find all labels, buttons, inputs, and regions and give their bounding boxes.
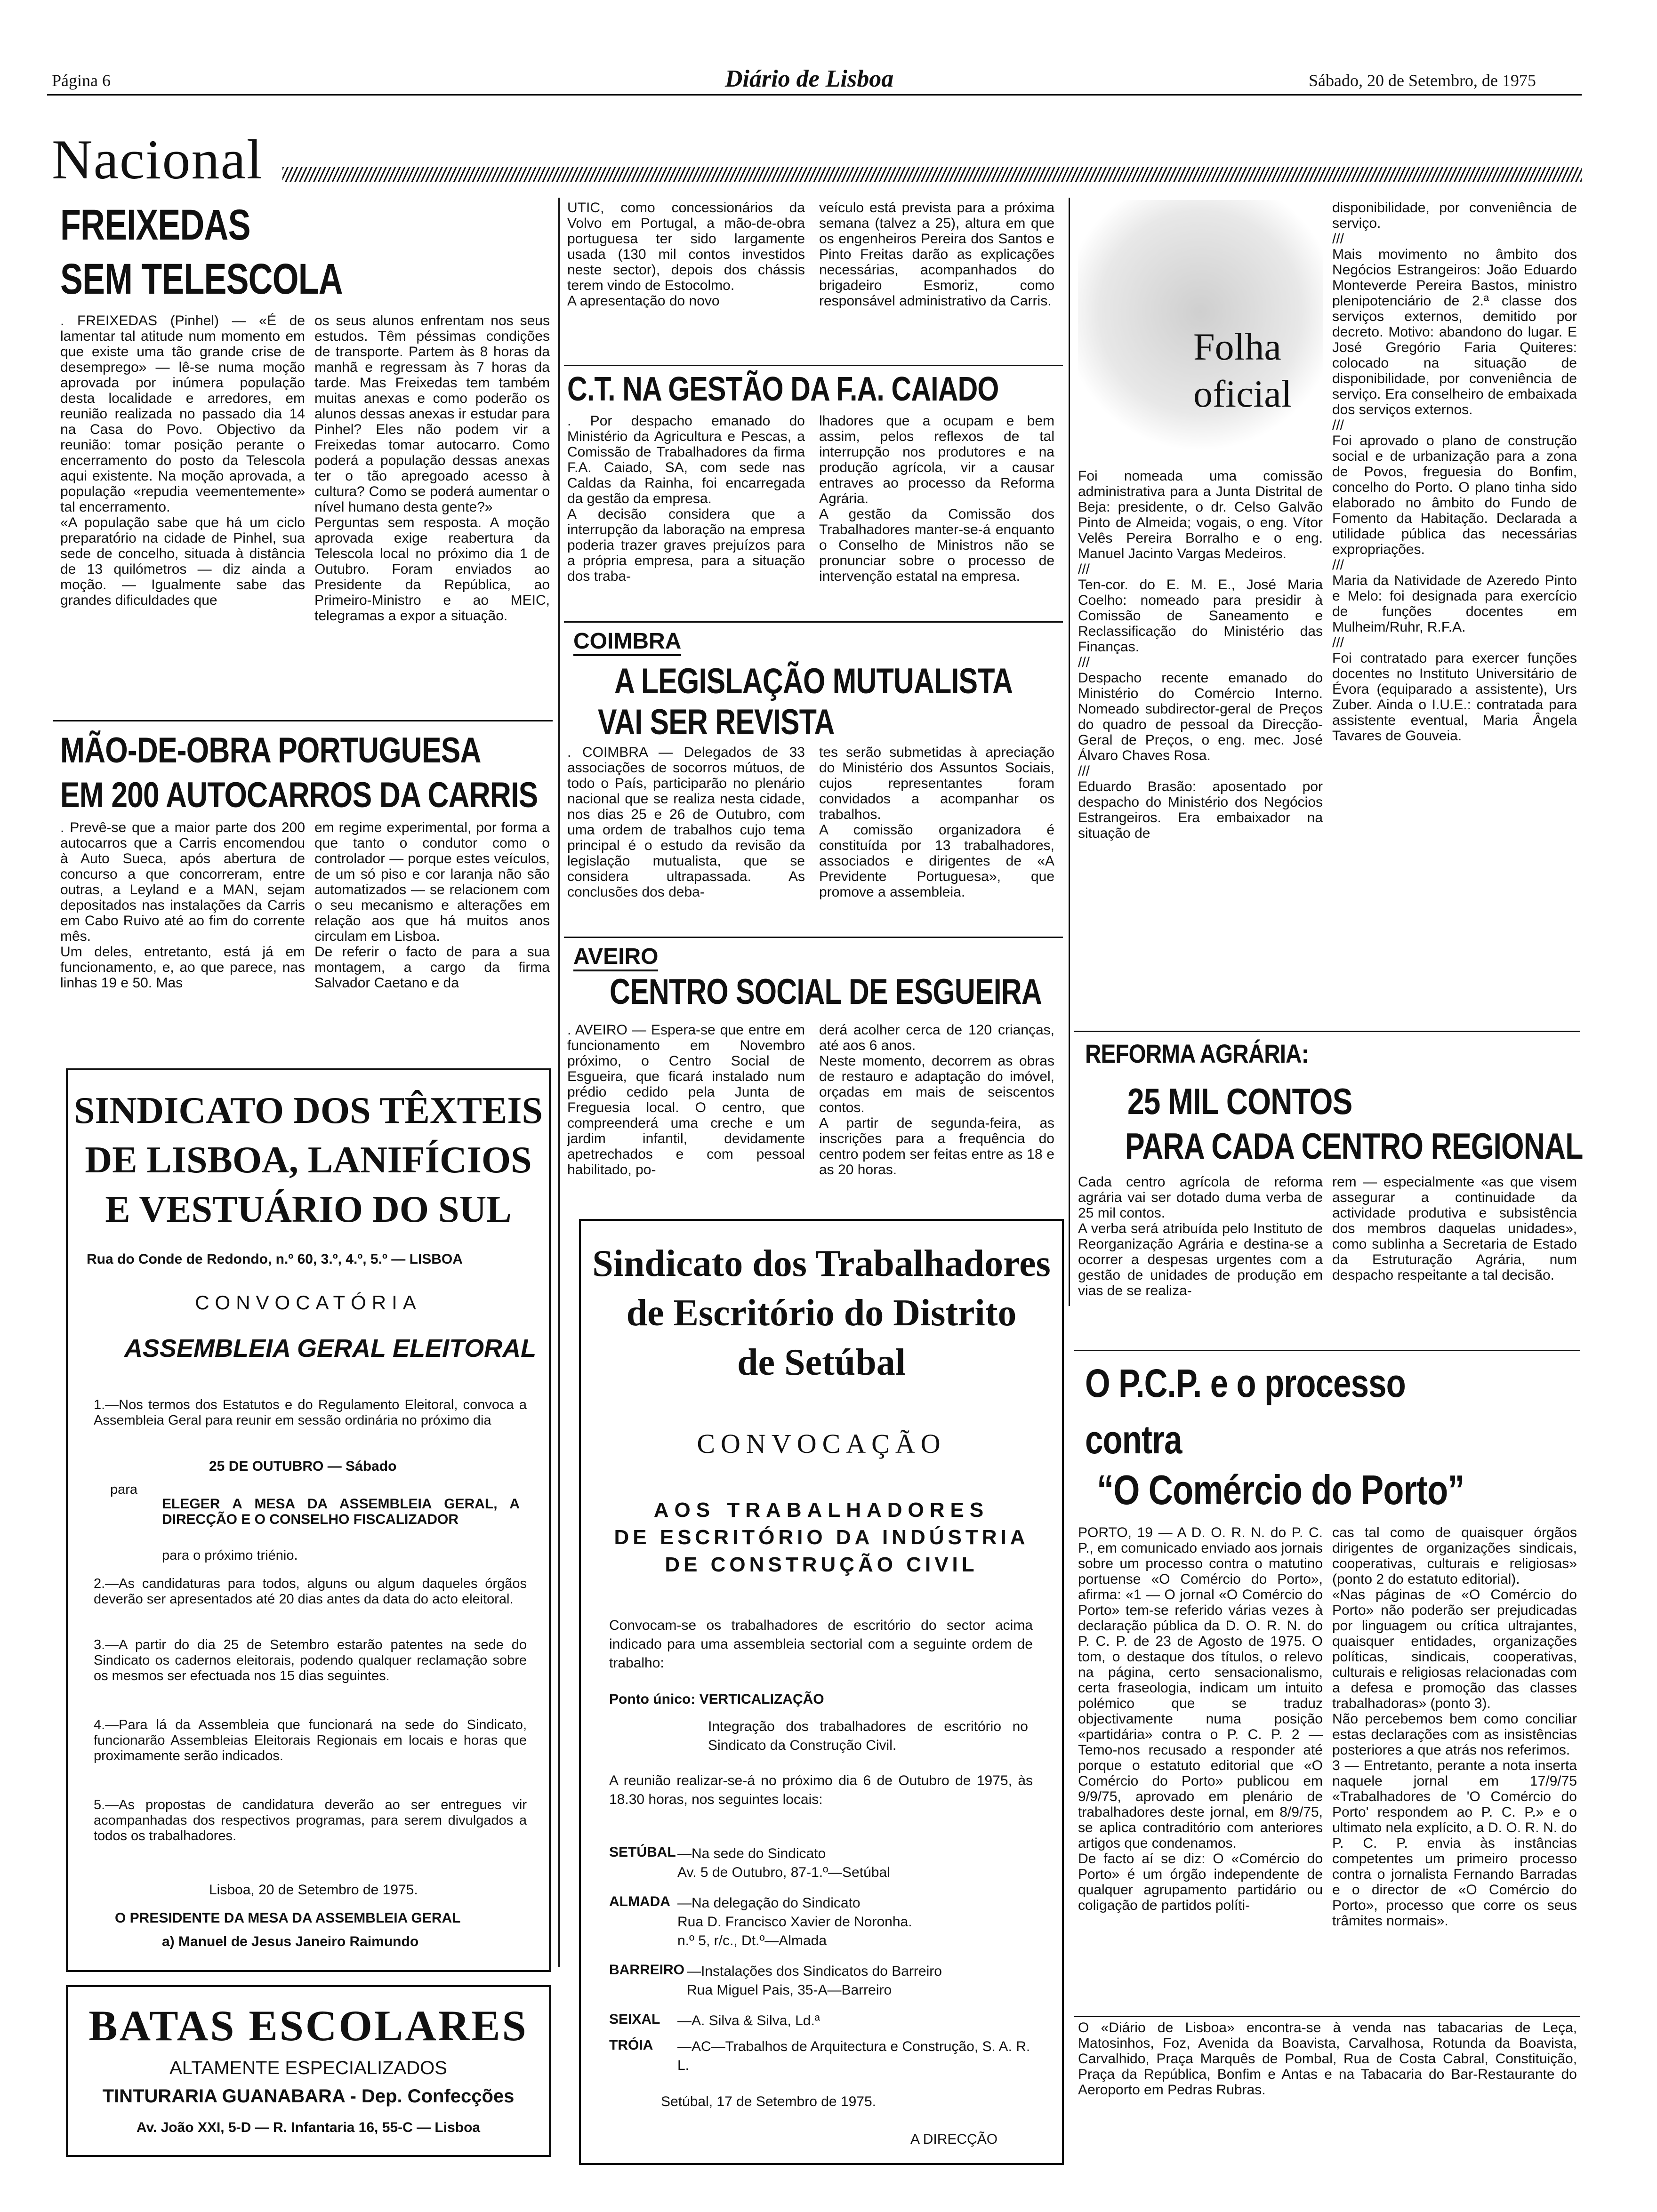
ad-setubal-p1: Convocam-se os trabalhadores de escritório do sector acima indicado para uma assembleia sectorial com a seguinte ordem de trabalho: [609, 1618, 1033, 1671]
ad-batas-shop: TINTURARIA GUANABARA - Dep. Confecções [102, 2086, 515, 2107]
ad-setubal-sub-3: DE CONSTRUÇÃO CIVIL [665, 1553, 978, 1576]
pcp-title-2: contra [1085, 1418, 1182, 1462]
ad-setubal-loc-value: —AC—Trabalhos de Arquitectura e Construção, S. A. R. L. [677, 2039, 1030, 2073]
ad-setubal-title-1: Sindicato dos Trabalhadores [592, 1243, 1051, 1284]
footnote: O «Diário de Lisboa» encontra-se à venda nas tabacarias de Leça, Matosinhos, Foz, Avenida da Boavista, Carvalhosa, Rotunda da Boavista, Carvalhido, Praça Marquês de Pombal, Rua de Costa Cabral, Constituição, Praça da República, Bonfim e Antas e na Tabacaria do Bar-Restaurante do Aeroporto em Pedras Rubras. [1078, 2020, 1577, 2098]
ad-texteis [66, 1068, 551, 1972]
aveiro-col-2: derá acolher cerca de 120 crianças, até aos 6 anos. Neste momento, decorrem as obras de restauro e adaptação do imóvel, orçadas em mais de seiscentos contos. A partir de segunda-feira, as inscrições para a frequência do centro podem ser feitas entre as 18 e as 20 horas. [819, 1022, 1054, 1178]
page-number: Página 6 [52, 71, 111, 90]
freixedas-col-1: . FREIXEDAS (Pinhel) — «É de lamentar tal atitude num momento em que existe uma tão grande crise de desemprego» — lê-se numa moção aprovada por inúmera população desta localidade e arredores, em reunião realizada no passado dia 14 na Casa do Povo. Objectivo da reunião: tomar posição perante o encerramento do posto da Telescola aqui existente. Na moção aprovada, a população «repudia veementemente» tal encerramento. «A população sabe que há um ciclo preparatório na cidade de Pinhel, sua sede de concelho, situada à distância de 13 quilómetros — diz ainda a moção. — Igualmente sabe das grandes dificuldades que [60, 313, 305, 608]
caiado-title: C.T. NA GESTÃO DA F.A. CAIADO [567, 370, 999, 408]
coimbra-title-1: A LEGISLAÇÃO MUTUALISTA [614, 661, 1013, 701]
ad-texteis-title-1: SINDICATO DOS TÊXTEIS [74, 1090, 543, 1131]
caiado-col-1: . Por despacho emanado do Ministério da Agricultura e Pescas, a Comissão de Trabalhadores da firma F.A. Caiado, SA, com sede nas Caldas da Rainha, foi encarregada da gestão da empresa. A decisão considera que a interrupção da laboração na empresa poderia trazer graves prejuízos para a própria empresa, para a situação dos traba- [567, 413, 805, 584]
ad-texteis-sign-1: O PRESIDENTE DA MESA DA ASSEMBLEIA GERAL [115, 1910, 461, 1926]
aveiro-label: AVEIRO [573, 944, 658, 971]
ad-setubal-loc-name: SEIXAL [609, 2012, 660, 2027]
footnote-rule [1074, 2016, 1580, 2017]
ad-texteis-title-2: DE LISBOA, LANIFÍCIOS [85, 1139, 532, 1181]
aveiro-title: CENTRO SOCIAL DE ESGUEIRA [610, 972, 1042, 1012]
folha-title-2: oficial [1193, 372, 1292, 415]
ad-setubal-ponto: Ponto único: VERTICALIZAÇÃO [609, 1691, 824, 1707]
ad-texteis-p3: 3.—A partir do dia 25 de Setembro estarão patentes na sede do Sindicato os cadernos eleitorais, podendo qualquer reclamação sobre os mesmos ser efectuada nos 15 dias seguintes. [94, 1637, 527, 1683]
reforma-col-2: rem — especialmente «as que visem assegurar a continuidade da actividade produtiva e subsistência dos membros daquelas unidades», como sublinha a Secretaria de Estado da Estruturação Agrária, num despacho respeitante a tal decisão. [1332, 1174, 1577, 1283]
ad-setubal-loc-value: —Na sede do Sindicato Av. 5 de Outubro, 87-1.º—Setúbal [677, 1846, 890, 1880]
ad-setubal-loc-value: —Instalações dos Sindicatos do Barreiro Rua Miguel Pais, 35-A—Barreiro [687, 1964, 942, 1998]
reforma-title-1: 25 MIL CONTOS [1127, 1081, 1352, 1122]
maodeobra-title-1: MÃO-DE-OBRA PORTUGUESA [60, 730, 481, 770]
maodeobra-col-1: . Prevê-se que a maior parte dos 200 autocarros que a Carris encomendou à Auto Sueca, após abertura de concurso a que concorreram, entre outras, a Leyland e a MAN, sejam depositados nas instalações da Carris em Cabo Ruivo até ao fim do corrente mês. Um deles, entretanto, está já em funcionamento, e, ao que parece, nas linhas 19 e 50. Mas [60, 820, 305, 991]
ad-batas [66, 1985, 551, 2157]
ad-setubal-loc-name: SETÚBAL [609, 1844, 676, 1860]
maodeobra-col-2: em regime experimental, por forma a que tanto o condutor como o controlador — porque estes veículos, de um só piso e cor laranja não são automatizados — se relacionem com o seu mecanismo e alterações em relação aos que há muitos anos circulam em Lisboa. De referir o facto de para a sua montagem, a cargo da firma Salvador Caetano e da [314, 820, 550, 991]
coimbra-rule [564, 621, 1063, 623]
coimbra-title-2: VAI SER REVISTA [598, 702, 835, 742]
ad-texteis-sign-2: a) Manuel de Jesus Janeiro Raimundo [162, 1934, 419, 1949]
coimbra-col-2: tes serão submetidas à apreciação do Ministério dos Assuntos Sociais, cujos representantes foram convidados a acompanhar os trabalhos. A comissão organizadora é constituída por 13 trabalhadores, associados e dirigentes de «A Previdente Portuguesa», que promove a assembleia. [819, 745, 1054, 900]
section-title: Nacional [52, 128, 264, 191]
aveiro-col-1: . AVEIRO — Espera-se que entre em funcionamento em Novembro próximo, o Centro Social de Esgueira, que ficará instalado num prédio cedido pela Junta de Freguesia local. O centro, que compreenderá uma creche e um jardim infantil, devidamente apetrechados e com pessoal habilitado, po- [567, 1022, 805, 1178]
ad-texteis-p1: 1.—Nos termos dos Estatutos e do Regulamento Eleitoral, convoca a Assembleia Geral para reunir em sessão ordinária no próximo dia [94, 1397, 527, 1428]
ad-texteis-date: 25 DE OUTUBRO — Sábado [209, 1459, 397, 1474]
reforma-label: REFORMA AGRÁRIA: [1085, 1039, 1309, 1068]
folha-col-2: disponibilidade, por conveniência de serviço. /// Mais movimento no âmbito dos Negócios Estrangeiros: João Eduardo Monteverde Pereira Bastos, ministro plenipotenciário de 2.ª classe dos serviços externos, demitido por decreto. Motivo: abandono do lugar. E José Gregório Faria Quiteres: colocado na situação de disponibilidade, por conveniência de serviço. Era conselheiro de embaixada dos serviços externos. /// Foi aprovado o plano de construção social e de urbanização para a zona de Povos, freguesia do Bonfim, concelho do Porto. O plano tinha sido elaborado no âmbito do Fundo de Fomento da Habitação. Declarada a utilidade pública das necessárias expropriações. /// Maria da Natividade de Azeredo Pinto e Melo: foi designada para exercício de funções docentes em Mulheim/Ruhr, R.F.A. /// Foi contratado para exercer funções docentes no Instituto Universitário de Évora (equiparado a assistente), Urs Zuber. Ainda o I.U.E.: contratada para assistente eventual, Maria Ângela Tavares de Gouveia. [1332, 200, 1577, 744]
maodeobra-rule [53, 720, 553, 721]
ad-texteis-p4: 4.—Para lá da Assembleia que funcionará na sede do Sindicato, funcionarão Assembleias Eleitorais Regionais em locais e horas que proximamente serão indicados. [94, 1717, 527, 1763]
masthead: Diário de Lisboa [725, 65, 894, 92]
ad-batas-address: Av. João XXI, 5-D — R. Infantaria 16, 55-C — Lisboa [136, 2120, 481, 2135]
ad-setubal-p2: A reunião realizar-se-á no próximo dia 6 de Outubro de 1975, às 18.30 horas, nos seguintes locais: [609, 1773, 1033, 1807]
ad-setubal-loc-name: TRÓIA [609, 2037, 653, 2053]
ad-texteis-elect: ELEGER A MESA DA ASSEMBLEIA GERAL, A DIRECÇÃO E O CONSELHO FISCALIZADOR [162, 1496, 520, 1527]
ad-texteis-trienio: para o próximo triénio. [162, 1548, 298, 1563]
caiado-col-2: lhadores que a ocupam e bem assim, pelos reflexos de tal interrupção nos produtores e na produção agrícola, vir a causar entraves ao processo da Reforma Agrária. A gestão da Comissão dos Trabalhadores manter-se-á enquanto o Conselho de Ministros não se pronunciar sobre o processo de intervenção estatal na empresa. [819, 413, 1054, 584]
ad-setubal-ponto-2: Integração dos trabalhadores de escritório no Sindicato da Construção Civil. [708, 1719, 1028, 1753]
column-rule-1 [558, 198, 560, 1967]
freixedas-title-2: SEM TELESCOLA [60, 255, 343, 303]
caiado-rule [564, 365, 1063, 366]
ad-texteis-title-3: E VESTUÁRIO DO SUL [105, 1189, 512, 1230]
ad-setubal-loc-value: —Na delegação do Sindicato Rua D. Francisco Xavier de Noronha. n.º 5, r/c., Dt.º—Almada [677, 1895, 912, 1948]
reforma-title-2: PARA CADA CENTRO REGIONAL [1125, 1125, 1583, 1167]
section-hatch [282, 167, 1582, 182]
ad-texteis-signdate: Lisboa, 20 de Setembro de 1975. [209, 1882, 418, 1898]
ad-setubal-loc-value: —A. Silva & Silva, Ld.ª [677, 2013, 820, 2028]
header-rule [47, 94, 1582, 96]
ad-batas-title: BATAS ESCOLARES [88, 2002, 528, 2050]
maodeobra-title-2: EM 200 AUTOCARROS DA CARRIS [60, 775, 538, 815]
reforma-col-1: Cada centro agrícola de reforma agrária vai ser dotado duma verba de 25 mil contos. A verba será atribuída pelo Instituto de Reorganização Agrária e destina-se a ocorrer a despesas urgentes com a gestão de unidades de produção em vias de se realiza- [1078, 1174, 1323, 1298]
folha-col-1: Foi nomeada uma comissão administrativa para a Junta Distrital de Beja: presidente, o dr. Celso Galvão Pinto de Almeida; vogais, o eng. Vítor Velês Pereira Borralho e o eng. Manuel Jacinto Vargas Medeiros. /// Ten-cor. do E. M. E., José Maria Coelho: nomeado para presidir à Comissão de Saneamento e Reclassificação do Ministério das Finanças. /// Despacho recente emanado do Ministério do Comércio Interno. Nomeado subdirector-geral de Preços do quadro de pessoal da Direcção-Geral de Preços, o eng. mec. José Álvaro Chaves Rosa. /// Eduardo Brasão: aposentado por despacho do Ministério dos Negócios Estrangeiros. Era embaixador na situação de [1078, 468, 1323, 841]
pcp-col-1: PORTO, 19 — A D. O. R. N. do P. C. P., em comunicado enviado aos jornais sobre um processo contra o matutino portuense «O Comércio do Porto», afirma: «1 — O jornal «O Comércio do Porto» tem-se referido várias vezes à declaração pública da D. O. R. N. do P. C. P. de 23 de Agosto de 1975. O tom, o destaque dos títulos, o relevo na página, certo sensacionalismo, certa fraseologia, indicam um intuito polémico que se traduz objectivamente numa posição «partidária» contra o P. C. P. 2 — Temo-nos recusado a responder até porque o estatuto editorial que «O Comércio do Porto» publicou em 9/9/75, aprovado em plenário de trabalhadores deste jornal, em 8/9/75, se aplica contraditório com anteriores artigos que condenamos. De facto aí se diz: O «Comércio do Porto» é um órgão independente de qualquer agrupamento partidário ou coligação de partidos políti- [1078, 1525, 1323, 1913]
ad-texteis-para: para [110, 1482, 138, 1497]
ad-setubal-title-3: de Setúbal [737, 1342, 906, 1383]
coimbra-label: COIMBRA [573, 628, 681, 656]
ad-setubal-date: Setúbal, 17 de Setembro de 1975. [661, 2094, 877, 2109]
ad-texteis-p5: 5.—As propostas de candidatura deverão ao ser entregues vir acompanhadas dos respectivos programas, para serem divulgados a todos os trabalhadores. [94, 1797, 527, 1843]
aveiro-rule [564, 937, 1063, 938]
ad-setubal-title-2: de Escritório do Distrito [626, 1292, 1017, 1334]
pcp-title-1: O P.C.P. e o processo [1085, 1361, 1406, 1405]
folha-title-1: Folha [1193, 325, 1281, 368]
ad-setubal-sub-2: DE ESCRITÓRIO DA INDÚSTRIA [614, 1526, 1029, 1549]
ad-setubal-convocacao: CONVOCAÇÃO [697, 1428, 946, 1459]
ad-setubal-sub-1: AOS TRABALHADORES [653, 1499, 989, 1522]
freixedas-col-2: os seus alunos enfrentam nos seus estudos. Têm péssimas condições de transporte. Partem às 8 horas da manhã e regressam às 7 horas da tarde. Mas Freixedas tem também muitas anexas e como poderão os alunos dessas anexas ir estudar para Pinhel? Eles não podem vir a Freixedas tomar autocarro. Como poderá a população dessas anexas ter o tão apregoado acesso à cultura? Como se poderá aumentar o nível humano desta gente?» Perguntas sem resposta. A moção aprovada exige reabertura da Telescola local no próximo dia 1 de Outubro. Foram enviados ao Presidente da República, ao Primeiro-Ministro e ao MEIC, telegramas a expor a situação. [314, 313, 550, 624]
ad-texteis-p2: 2.—As candidaturas para todos, alguns ou algum daqueles órgãos deverão ser apresentados até 20 dias antes da data do acto eleitoral. [94, 1576, 527, 1607]
ad-texteis-subtitle: ASSEMBLEIA GERAL ELEITORAL [124, 1334, 537, 1362]
ad-setubal-sign: A DIRECÇÃO [910, 2132, 998, 2147]
freixedas-title-1: FREIXEDAS [60, 201, 250, 249]
ad-texteis-address: Rua do Conde de Redondo, n.º 60, 3.º, 4.º, 5.º — LISBOA [87, 1251, 463, 1267]
ad-setubal-loc-name: BARREIRO [609, 1962, 685, 1978]
pcp-rule [1074, 1350, 1580, 1351]
carris-cont-col-2: veículo está prevista para a próxima semana (talvez a 25), altura em que os engenheiros Pereira dos Santos e Pinto Freitas darão as explicações necessárias, acompanhados do brigadeiro Esmoriz, como responsável administrativo da Carris. [819, 200, 1054, 309]
column-rule-2 [1069, 198, 1070, 1306]
issue-date: Sábado, 20 de Setembro, de 1975 [1309, 71, 1536, 90]
carris-cont-col-1: UTIC, como concessionários da Volvo em Portugal, a mão-de-obra portuguesa ter sido largamente usada (130 mil contos investidos neste sector), depois dos chássis terem vindo de Estocolmo. A apresentação do novo [567, 200, 805, 309]
pcp-title-3: “O Comércio do Porto” [1097, 1467, 1464, 1513]
pcp-col-2: cas tal como de quaisquer órgãos dirigentes de organizações sindicais, cooperativas, culturais e religiosas» (ponto 2 do estatuto editorial). «Nas páginas de «O Comércio do Porto» não poderão ser prejudicadas por linguagem ou crítica ultrajantes, quaisquer entidades, organizações políticas, sindicais, cooperativas, culturais e religiosas relacionadas com a defesa e promoção das classes trabalhadoras» (ponto 3). Não percebemos bem como conciliar estas declarações com as insistências posteriores a que atrás nos referimos. 3 — Entretanto, perante a nota inserta naquele jornal em 17/9/75 «Trabalhadores de 'O Comércio do Porto' respondem ao P. C. P.» e o ultimato nela explícito, a D. O. R. N. do P. C. P. envia às instâncias competentes um primeiro processo contra o jornalista Fernando Barradas e o director de «O Comércio do Porto», processo que corre os seus trâmites normais». [1332, 1525, 1577, 1929]
coimbra-col-1: . COIMBRA — Delegados de 33 associações de socorros mútuos, de todo o País, participarão no plenário nacional que se realiza nesta cidade, nos dias 25 e 26 de Outubro, com uma ordem de trabalhos cujo tema principal é o estudo da revisão da legislação mutualista, que se considera ultrapassada. As conclusões dos deba- [567, 745, 805, 900]
reforma-rule [1074, 1031, 1580, 1032]
ad-batas-sub: ALTAMENTE ESPECIALIZADOS [169, 2058, 447, 2078]
ad-texteis-convocatoria: CONVOCATÓRIA [195, 1291, 422, 1314]
ad-setubal-loc-name: ALMADA [609, 1894, 670, 1909]
ad-setubal [579, 1219, 1064, 2165]
